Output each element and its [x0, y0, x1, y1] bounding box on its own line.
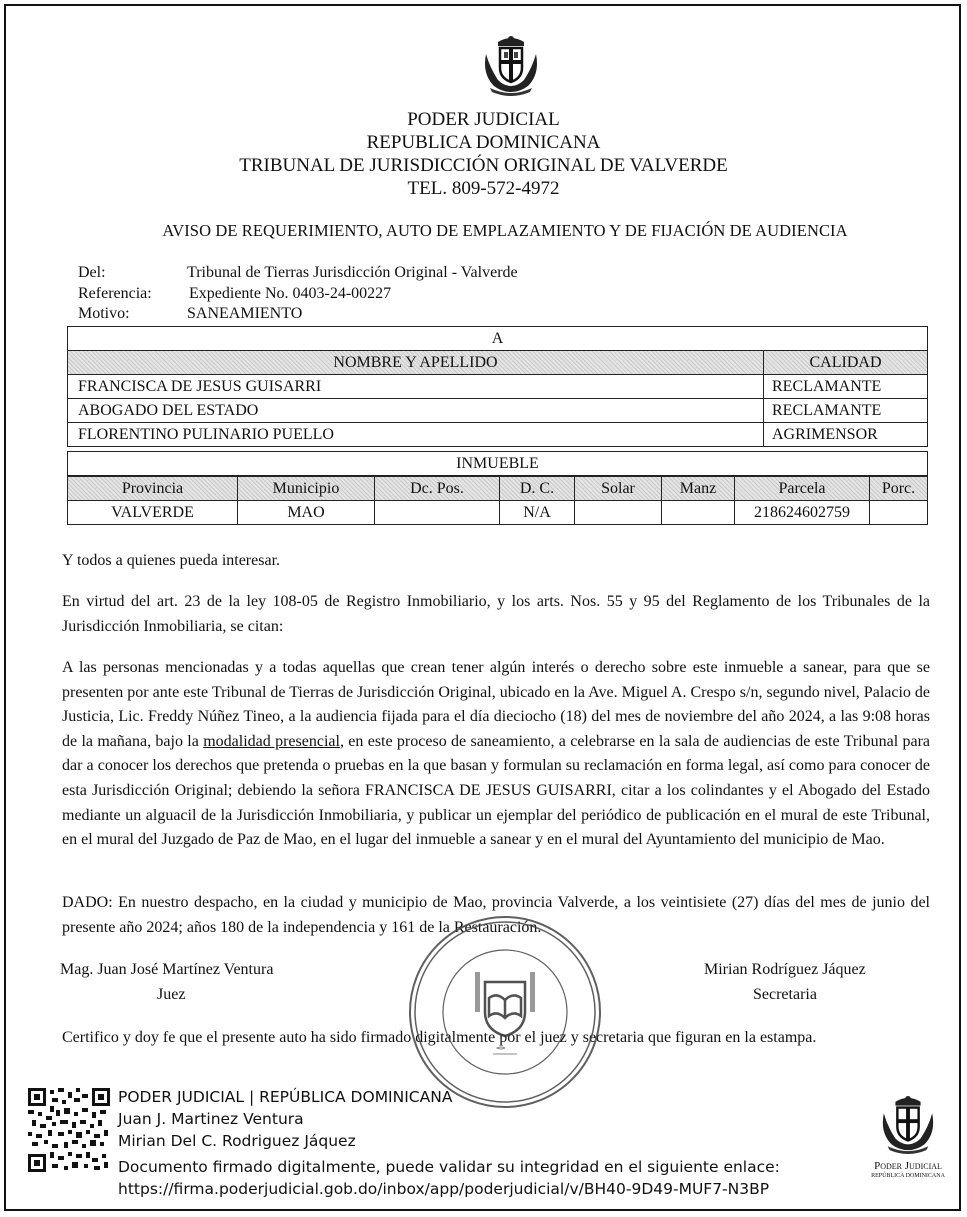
meta-del-value: Tribunal de Tierras Jurisdicción Original - Valverde — [187, 264, 518, 281]
paragraph-legal-basis: En virtud del art. 23 de la ley 108-05 de Registro Inmobiliario, y los arts. Nos. 55 y 95 del Reglamento de los Tribunales de la Jurisdicción Inmobiliaria, se citan: — [62, 593, 930, 635]
header-org: PODER JUDICIAL — [407, 109, 560, 130]
party-name: ABOGADO DEL ESTADO — [68, 399, 764, 423]
meta-del-label: Del: — [78, 264, 106, 281]
col-header-municipio: Municipio — [238, 477, 375, 501]
table-row — [68, 399, 928, 423]
property-table — [67, 476, 928, 525]
footer-line-judge: Juan J. Martinez Ventura — [118, 1110, 304, 1128]
col-header-role: CALIDAD — [764, 351, 928, 375]
footer-line-validation: Documento firmado digitalmente, puede validar su integridad en el siguiente enlace: — [118, 1158, 780, 1176]
col-header-solar: Solar — [575, 477, 662, 501]
summons-modality: modalidad presencial — [203, 732, 340, 750]
col-header-dc-pos: Dc. Pos. — [375, 477, 500, 501]
notice-title: AVISO DE REQUERIMIENTO, AUTO DE EMPLAZAMIENTO Y DE FIJACIÓN DE AUDIENCIA — [162, 221, 848, 240]
footer-validation-link[interactable]: https://firma.poderjudicial.gob.do/inbox/app/poderjudicial/v/BH40-9D49-MUF7-N3BP — [118, 1180, 770, 1198]
secretary-name: Mirian Rodríguez Jáquez — [704, 961, 866, 978]
col-header-provincia: Provincia — [68, 477, 238, 501]
meta-ref-value: Expediente No. 0403-24-00227 — [189, 285, 392, 302]
judge-name: Mag. Juan José Martínez Ventura — [60, 961, 274, 978]
court-seal-stamp-icon — [405, 912, 605, 1112]
footer-logo-caption: Poder Judicial — [874, 1160, 942, 1172]
cell-parcela: 218624602759 — [735, 501, 870, 525]
cell-provincia: VALVERDE — [68, 501, 238, 525]
table-row — [68, 423, 928, 447]
party-name: FLORENTINO PULINARIO PUELLO — [68, 423, 764, 447]
paragraph-dado: DADO: En nuestro despacho, en la ciudad y municipio de Mao, provincia Valverde, a los veintisiete (27) días del mes de junio del presente año 2024; años 180 de la independencia y 161 de la Restauración. — [62, 894, 930, 936]
table-header-row — [68, 477, 928, 501]
footer-line-secretary: Mirian Del C. Rodriguez Jáquez — [118, 1132, 356, 1150]
party-role: RECLAMANTE — [764, 375, 928, 399]
table-row — [68, 327, 928, 351]
cell-dc-pos — [375, 501, 500, 525]
coat-of-arms-footer-icon — [878, 1094, 938, 1156]
table-row — [68, 452, 928, 476]
secretary-title: Secretaria — [753, 986, 817, 1003]
summons-text-before: A las personas mencionadas y a todas aquellas que crean tener algún interés o derecho sobre este inmueble a sanear, para que se presenten por ante este Tribunal de Tierras de Jurisdicción Original, ubicado en la Ave. Miguel A. Crespo s/n, segundo nivel, Palacio de Justicia, Lic. Freddy Núñez Tineo, a la audiencia fijada para el día dieciocho (18) del mes de noviembre del año 2024, a las 9:08 horas de la mañana, bajo la — [62, 659, 930, 750]
table-header-row — [68, 351, 928, 375]
cell-porc — [870, 501, 928, 525]
property-section-label: INMUEBLE — [68, 452, 928, 476]
cell-municipio: MAO — [238, 501, 375, 525]
col-header-name: NOMBRE Y APELLIDO — [68, 351, 764, 375]
parties-table — [67, 326, 928, 447]
col-header-dc: D. C. — [500, 477, 575, 501]
property-section-label-table — [67, 451, 928, 476]
footer-logo-subcaption: REPÚBLICA DOMINICANA — [871, 1173, 945, 1179]
meta-motivo-value: SANEAMIENTO — [187, 305, 303, 322]
party-role: RECLAMANTE — [764, 399, 928, 423]
table-row — [68, 375, 928, 399]
footer-line-org: PODER JUDICIAL | REPÚBLICA DOMINICANA — [118, 1088, 453, 1106]
meta-motivo-label: Motivo: — [78, 305, 130, 322]
cell-dc: N/A — [500, 501, 575, 525]
col-header-porc: Porc. — [870, 477, 928, 501]
qr-code-icon — [28, 1088, 110, 1172]
header-country: REPUBLICA DOMINICANA — [366, 132, 601, 153]
coat-of-arms-icon — [480, 34, 542, 98]
party-name: FRANCISCA DE JESUS GUISARRI — [68, 375, 764, 399]
header-phone: TEL. 809-572-4972 — [407, 178, 560, 199]
party-role: AGRIMENSOR — [764, 423, 928, 447]
meta-ref-label: Referencia: — [78, 285, 152, 302]
summons-text-after: , en este proceso de saneamiento, a celebrarse en la sala de audiencias de este Tribunal para dar a conocer los derechos que pretenda o pruebas en la que basan y formulan su reclamación en forma legal, así como para conocer de esta Jurisdicción Original; debiendo la señora FRANCISCA DE JESUS GUISARRI, citar a los colindantes y el Abogado del Estado mediante un alguacil de la Jurisdicción Inmobiliaria, y publicar un ejemplar del periódico de publicación en el mural de este Tribunal, en el mural del Juzgado de Paz de Mao, en el lugar del inmueble a sanear y en el mural del Ayuntamiento del municipio de Mao. — [62, 732, 931, 849]
cell-manz — [662, 501, 735, 525]
cell-solar — [575, 501, 662, 525]
parties-to-label: A — [68, 327, 928, 351]
table-row — [68, 501, 928, 525]
col-header-manz: Manz — [662, 477, 735, 501]
paragraph-summons — [62, 656, 930, 853]
paragraph-certification: Certifico y doy fe que el presente auto ha sido firmado digitalmente por el juez y secretaria que figuran en la estampa. — [62, 1029, 817, 1046]
header-tribunal: TRIBUNAL DE JURISDICCIÓN ORIGINAL DE VALVERDE — [239, 155, 728, 176]
judge-title: Juez — [157, 986, 186, 1003]
paragraph-intro: Y todos a quienes pueda interesar. — [62, 552, 281, 569]
col-header-parcela: Parcela — [735, 477, 870, 501]
